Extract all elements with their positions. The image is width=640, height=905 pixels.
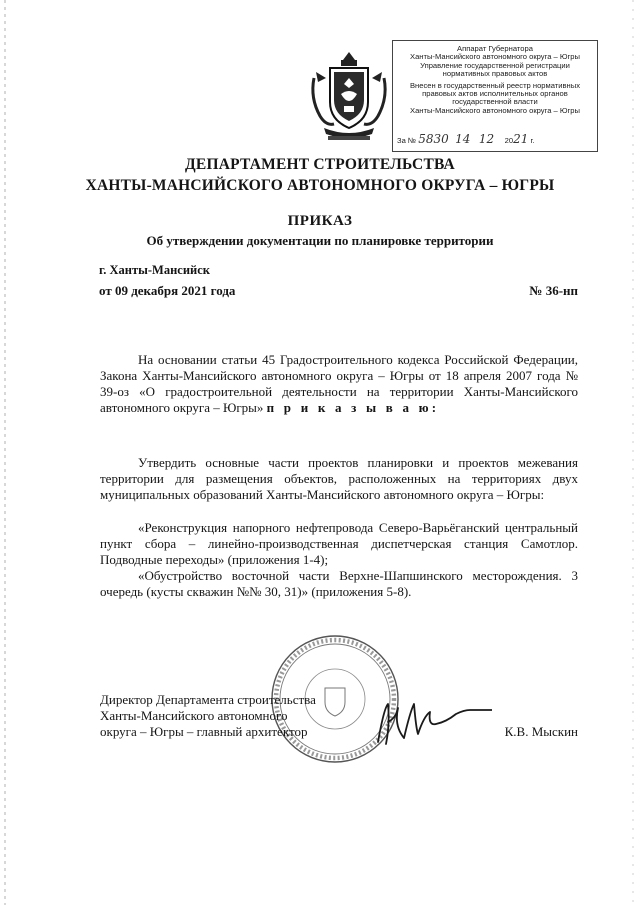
project-item-2: «Обустройство восточной части Верхне-Шапшинского месторождения. 3 очередь (кусты скважин №№ 30, 31)» (приложения 5-8).: [100, 568, 578, 599]
stamp-reg-prefix: За №: [397, 136, 417, 145]
signer-name: К.В. Мыскин: [504, 724, 578, 739]
stamp-line: Аппарат Губернатора: [457, 44, 533, 53]
stamp-registration-number: [397, 132, 595, 146]
stamp-line: нормативных правовых актов: [442, 69, 548, 79]
stamp-line: Ханты-Мансийского автономного округа – Югры: [410, 52, 580, 62]
stamp-reg-year-prefix: 20: [504, 136, 514, 145]
order-number: № 36-нп: [529, 283, 578, 298]
handwritten-signature: [372, 694, 492, 756]
order-date: от 09 декабря 2021 года: [99, 283, 236, 298]
directive-word: п р и к а з ы в а ю:: [266, 400, 440, 415]
signer-position-line-2: Ханты-Мансийского автономного: [100, 708, 288, 723]
project-item-1: «Реконструкция напорного нефтепровода Северо-Варьёганский центральный пункт сбора – линейно-производственная диспетчерская станция Самотлор. Подводные переходы» (приложения 1-4);: [100, 520, 578, 567]
stamp-reg-month: 12: [478, 132, 495, 146]
coat-of-arms-emblem: [308, 48, 390, 144]
registration-stamp: [392, 40, 598, 152]
signer-position-line-3: округа – Югры – главный архитектор: [100, 724, 308, 739]
stamp-line: Внесен в государственный реестр нормативных: [409, 80, 581, 90]
city: г. Ханты-Мансийск: [99, 263, 211, 277]
signature-block: [100, 692, 316, 740]
preamble-paragraph: [100, 352, 578, 416]
stamp-reg-number: 5830: [418, 132, 449, 146]
scan-edge-right: [632, 0, 634, 905]
stamp-line: правовых актов исполнительных органов: [422, 89, 568, 99]
preamble-text: На основании статьи 45 Градостроительного кодекса Российской Федерации, Закона Ханты-Мансийского автономного округа – Югры от 18 апреля 2007 года № 39-оз «О градостроительной деятельности на территории Ханты-Мансийского автономного округа – Югры»: [100, 352, 578, 415]
department-line-2: ХАНТЫ-МАНСИЙСКОГО АВТОНОМНОГО ОКРУГА – ЮГРЫ: [85, 177, 555, 194]
stamp-reg-day: 14: [455, 132, 471, 146]
stamp-line: государственной власти: [452, 97, 538, 107]
approve-paragraph: Утвердить основные части проектов планировки и проектов межевания территории для размещения объектов, расположенных на территориях двух муниципальных образований Ханты-Мансийского автономного округа – Югры:: [100, 455, 578, 502]
department-line-1: ДЕПАРТАМЕНТ СТРОИТЕЛЬСТВА: [185, 156, 455, 173]
scan-edge-left: [4, 0, 6, 905]
department-heading: [0, 154, 640, 196]
stamp-reg-suffix: г.: [530, 136, 535, 145]
order-subject: Об утверждении документации по планировке территории: [146, 233, 494, 248]
stamp-reg-year: 21: [513, 132, 529, 146]
document-type: ПРИКАЗ: [287, 213, 353, 229]
stamp-line: Ханты-Мансийского автономного округа – Югры: [410, 105, 580, 115]
signer-position-line-1: Директор Департамента строительства: [100, 692, 316, 707]
stamp-line: Управление государственной регистрации: [420, 60, 570, 70]
